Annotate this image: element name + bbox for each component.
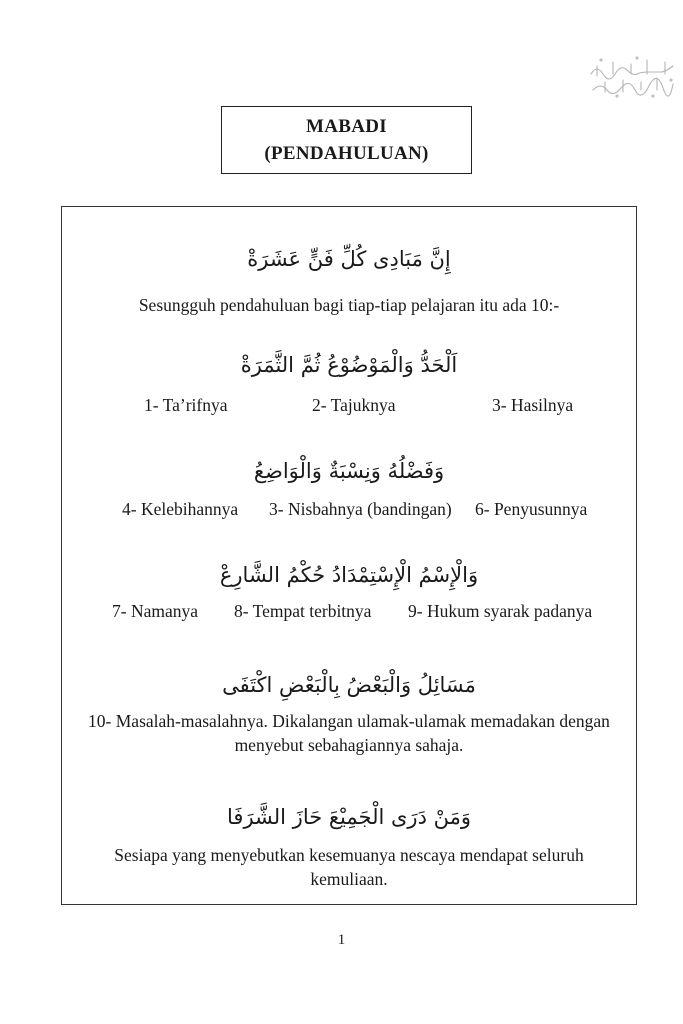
translation-line-5a: 10- Masalah-masalahnya. Dikalangan ulamak-ulamak memadakan dengan bbox=[88, 711, 610, 731]
arabic-verse-1: إِنَّ مَبَادِى كُلِّ فَنٍّ عَشَرَةْ bbox=[247, 247, 451, 271]
item-kelebihannya: 4- Kelebihannya bbox=[122, 499, 239, 519]
translation-line-6a: Sesiapa yang menyebutkan kesemuanya nescaya mendapat seluruh bbox=[114, 845, 584, 865]
item-penyusunnya: 6- Penyusunnya bbox=[475, 499, 588, 519]
item-hasilnya: 3- Hasilnya bbox=[492, 395, 574, 415]
page-title: MABADI bbox=[306, 116, 387, 137]
arabic-verse-2: اَلْحَدُّ وَالْمَوْضُوْعُ ثُمَّ الثَّمَرَةْ bbox=[240, 353, 458, 377]
item-tajuknya: 2- Tajuknya bbox=[312, 395, 396, 415]
item-hukum-syarak: 9- Hukum syarak padanya bbox=[408, 601, 593, 621]
translation-line-1: Sesungguh pendahuluan bagi tiap-tiap pelajaran itu ada 10:- bbox=[138, 295, 560, 315]
item-tarifnya: 1- Ta’rifnya bbox=[144, 395, 228, 415]
page-subtitle: (PENDAHULUAN) bbox=[264, 143, 429, 164]
content-box bbox=[61, 206, 637, 905]
translation-line-6b: kemuliaan. bbox=[310, 869, 388, 889]
arabic-verse-5: مَسَائِلُ وَالْبَعْضُ بِالْبَعْضِ اكْتَفَى bbox=[222, 673, 476, 697]
item-namanya: 7- Namanya bbox=[112, 601, 199, 621]
title-box bbox=[221, 106, 472, 174]
arabic-verse-3: وَفَضْلُهُ وَنِسْبَةٌ وَالْوَاضِعُ bbox=[253, 459, 445, 483]
item-tempat-terbitnya: 8- Tempat terbitnya bbox=[234, 601, 372, 621]
page-number: 1 bbox=[337, 932, 346, 948]
translation-line-5b: menyebut sebahagiannya sahaja. bbox=[234, 735, 464, 755]
item-nisbahnya: 3- Nisbahnya (bandingan) bbox=[269, 499, 452, 519]
arabic-verse-4: وَالْإِسْمُ الْإِسْتِمْدَادُ حُكْمُ الشَّارِعْ bbox=[219, 563, 479, 587]
calligraphy-emblem-icon bbox=[587, 52, 679, 100]
arabic-verse-6: وَمَنْ دَرَى الْجَمِيْعَ حَازَ الشَّرَفَا bbox=[227, 805, 471, 829]
